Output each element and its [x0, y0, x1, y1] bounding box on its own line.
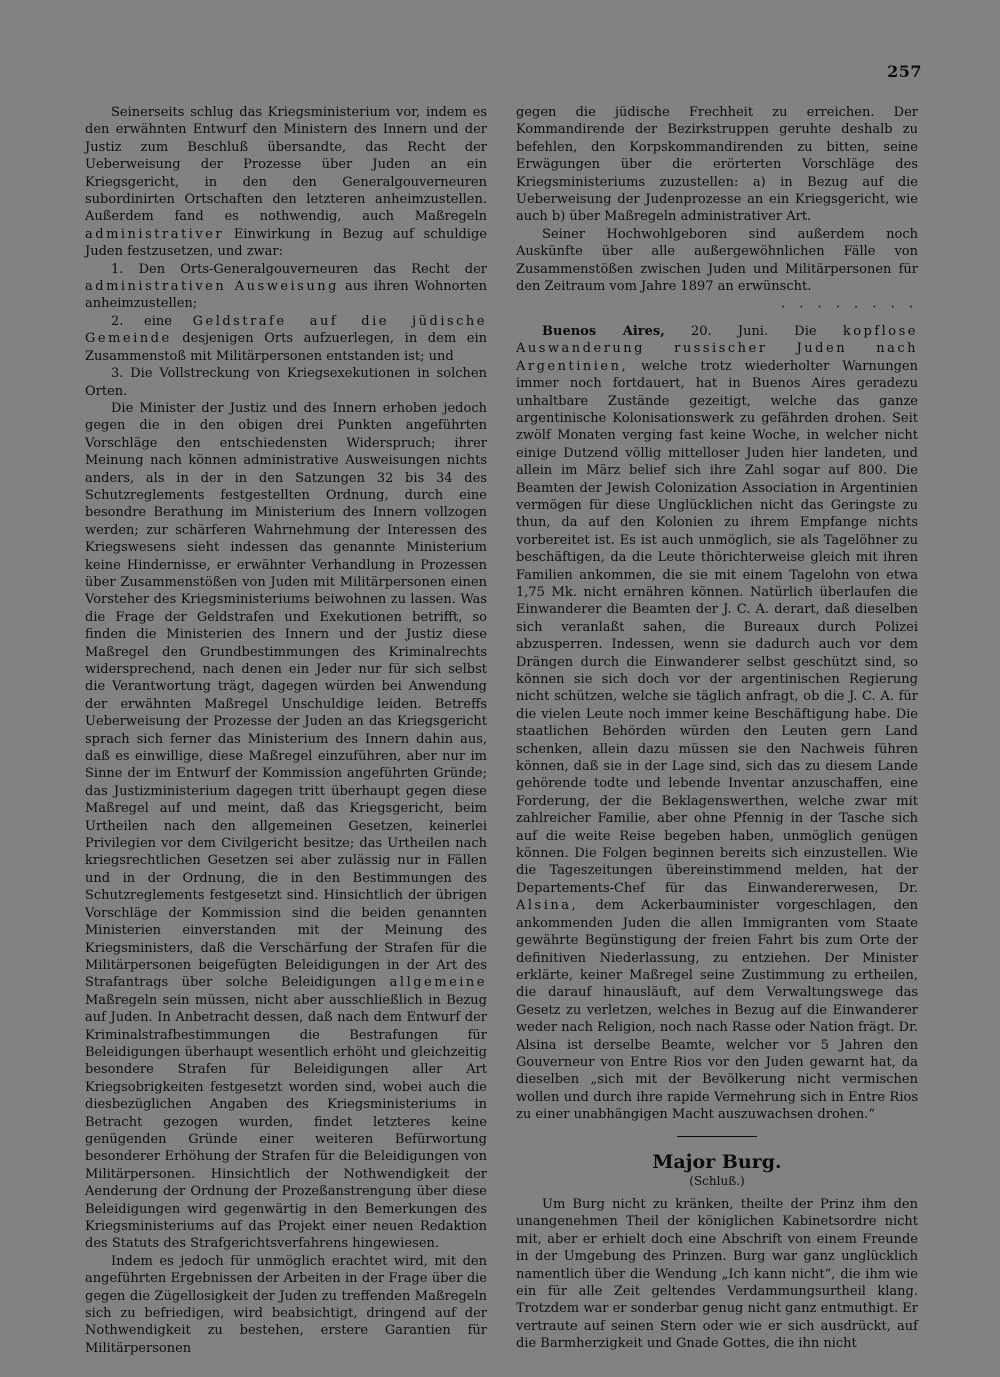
list-item: 1. Den Orts-Generalgouverneuren das Recht der administrativen Ausweisung aus ihren Wohnorten anheimzustellen;: [85, 261, 487, 312]
dateline-place: Buenos Aires,: [542, 323, 665, 339]
news-item-buenos-aires: Buenos Aires, 20. Juni. Die kopflose Auswanderung russischer Juden nach Argentinien, welche trotz wiederholter Warnungen immer noch fortdauert, hat in Buenos Aires geradezu unhaltbare Zustände gezeitigt, welche das ganze argentinische Kolonisationswerk zu gefährden drohen. Seit zwölf Monaten verging fast keine Woche, in welcher nicht einige Dutzend völlig mittelloser Juden hier landeten, und allein im März belief sich ihre Zahl sogar auf 800. Die Beamten der Jewish Colonization Association in Argentinien vermögen für diese Unglücklichen nicht das Geringste zu thun, da auf den Kolonien zu ihrem Empfange nichts vorbereitet ist. Es ist auch unmöglich, sie als Tagelöhner zu beschäftigen, da die Leute thörichterweise gleich mit ihren Familien ankommen, die sie mit einem Tagelohn von etwa 1,75 Mk. nicht ernähren können. Natürlich überlaufen die Einwanderer die Beamten der J. C. A. derart, daß dieselben sich veranlaßt sahen, die Bureaux durch Polizei abzusperren. Indessen, wenn sie dadurch auch vor dem Drängen durch die Einwanderer selbst geschützt sind, so können sie sich doch vor der argentinischen Regierung nicht schützen, welche sie täglich anfragt, ob die J. C. A. für die vielen Leute noch immer keine Beschäftigung habe. Die staatlichen Behörden würden den Leuten gern Land schenken, allein dazu müssen sie den Nachweis führen können, daß sie in der Lage sind, sich das zu diesem Lande gehörende todte und lebende Inventar anzuschaffen, eine Forderung, der die Beklagenswerthen, welche zwar mit zahlreicher Familie, aber ohne Pfennig in der Tasche sich auf die weite Reise begeben haben, unmöglich genügen können. Die Folgen beginnen bereits sich einzustellen. Wie die Tageszeitungen übereinstimmend melden, hat der Departements-Chef für das Einwandererwesen, Dr. Alsina, dem Ackerbauminister vorgeschlagen, den ankommenden Juden die allen Immigranten vom Staate gewährte Begünstigung der freien Fahrt bis zum Orte der definitiven Niederlassung, zu entziehen. Der Minister erklärte, keiner Maßregel seine Zustimmung zu ertheilen, die darauf hinausläuft, auf dem Verwaltungswege das Gesetz zu verletzen, welches in Bezug auf die Einwanderer weder nach Religion, noch nach Rasse oder Nation frägt. Dr. Alsina ist derselbe Beamte, welcher vor 5 Jahren den Gouverneur von Entre Rios vor den Juden gewarnt hat, da dieselben „sich mit der Bevölkerung nicht vermischen wollen und durch ihre rapide Vermehrung sich in Entre Rios zu einer unabhängigen Macht auszuwachsen drohen.“: [516, 323, 918, 1123]
separator-dots: · · · · · · · ·: [781, 300, 918, 316]
paragraph: Seinerseits schlug das Kriegsministerium vor, indem es den erwähnten Entwurf den Ministern des Innern und der Justiz zum Beschluß übersandte, das Recht der Ueberweisung der Prozesse über Juden an ein Kriegsgericht, in den den Generalgouverneuren subordinirten Ortschaften den letzteren anheimzustellen. Außerdem fand es nothwendig, auch Maßregeln administrativer Einwirkung in Bezug auf schuldige Juden festzusetzen, und zwar:: [85, 105, 487, 260]
paragraph: gegen die jüdische Frechheit zu erreichen. Der Kommandirende der Bezirkstruppen geruhte deshalb zu befehlen, den Korpskommandirenden zu bitten, seine Erwägungen über die erörterten Vorschläge des Kriegsministeriums zuzustellen: a) in Bezug auf die Ueberweisung der Judenprozesse an ein Kriegsgericht, wie auch b) über Maßregeln administrativer Art.: [516, 105, 918, 225]
right-column: [516, 104, 918, 1353]
list-item: 2. eine Geldstrafe auf die jüdische Gemeinde desjenigen Orts aufzuerlegen, in dem ein Zusammenstoß mit Militärpersonen entstanden ist; und: [85, 313, 487, 364]
paragraph: Um Burg nicht zu kränken, theilte der Prinz ihm den unangenehmen Theil der königlichen Kabinetsordre nicht mit, aber er erhielt doch eine Abschrift von einem Freunde in der Umgebung des Prinzen. Burg war ganz unglücklich namentlich über die Wendung „Ich kann nicht“, die ihm wie ein für alle Zeit geltendes Verdammungsurtheil klang. Trotzdem war er sonderbar genug nicht ganz entmuthigt. Er vertraute auf seinen Stern oder wie er sich ausdrückt, auf die Barmherzigkeit und Gnade Gottes, die ihn nicht: [516, 1196, 918, 1352]
left-column: [85, 104, 487, 1357]
page-number: 257: [887, 62, 922, 81]
section-subtitle: (Schluß.): [689, 1173, 745, 1188]
paragraph: Seiner Hochwohlgeboren sind außerdem noch Auskünfte über alle außergewöhnlichen Fälle von Zusammenstößen zwischen Juden und Militärpersonen für den Zeitraum vom Jahre 1897 an erwünscht.: [516, 226, 918, 295]
list-item: 3. Die Vollstreckung von Kriegsexekutionen in solchen Orten.: [85, 366, 487, 399]
section-title: Major Burg.: [652, 1150, 782, 1173]
paragraph: Indem es jedoch für unmöglich erachtet wird, mit den angeführten Ergebnissen der Arbeiten in der Frage über die gegen die Zügellosigkeit der Juden zu treffenden Maßregeln sich zu befriedigen, wird beabsichtigt, dringend auf der Nothwendigkeit zu bestehen, erstere Garantien für Militärpersonen: [85, 1253, 487, 1356]
paragraph: Die Minister der Justiz und des Innern erhoben jedoch gegen die in den obigen drei Punkten angeführten Vorschläge den entschiedensten Widerspruch; ihrer Meinung nach können administrative Ausweisungen nichts anders, als in der in den Satzungen 32 bis 34 des Schutzreglements festgestellten Ordnung, durch eine besondre Berathung im Ministerium des Innern vollzogen werden; zur schärferen Wahrnehmung der Interessen des Kriegswesens sieht indessen das genannte Ministerium keine Hindernisse, er erwähnter Verhandlung in Prozessen über Zusammenstößen von Juden mit Militärpersonen einen Vorsteher des Kriegsministeriums beiwohnen zu lassen. Was die Frage der Geldstrafen und Exekutionen betrifft, so finden die Ministerien des Innern und der Justiz diese Maßregel den Grundbestimmungen des Kriminalrechts widersprechend, nach denen ein Jeder nur für sich selbst die Verantwortung trägt, dagegen würden bei Anwendung der erwähnten Maßregel Unschuldige leiden. Betreffs Ueberweisung der Prozesse der Juden an das Kriegsgericht sprach sich ferner das Ministerium des Innern dahin aus, daß es einwillige, diese Maßregel einzuführen, aber nur im Sinne der im Entwurf der Kommission angeführten Gründe; das Justizministerium dagegen tritt überhaupt gegen diese Maßregel auf und meint, daß das Kriegsgericht, beim Urtheilen nach den allgemeinen Gesetzen, keinerlei Privilegien vor dem Civilgericht besitze; das Urtheilen nach kriegsrechtlichen Gesetzen sei aber zulässig nur in Fällen und in der Ordnung, die in den Bestimmungen des Schutzreglements festgesetzt sind. Hinsichtlich der übrigen Vorschläge der Kommission sind die beiden genannten Ministerien einverstanden mit der Meinung des Kriegsministers, daß die Verschärfung der Strafen für die Militärpersonen beigefügten Beleidigungen in der Art des Strafantrags über solche Beleidigungen allgemeine Maßregeln sein müssen, nicht aber ausschließlich in Bezug auf Juden. In Anbetracht dessen, daß nach dem Entwurf der Kriminalstrafbestimmungen die Bestrafungen für Beleidigungen überhaupt wesentlich erhöht und gleichzeitig besondere Strafen für Beleidigungen aller Art Kriegsobrigkeiten festgesetzt worden sind, wobei auch die diesbezüglichen Angaben des Kriegsministeriums in Betracht gezogen wurden, findet letzteres keine genügenden Gründe einer weiteren Befürwortung besonderer Erhöhung der Strafen für die Beleidigungen von Militärpersonen. Hinsichtlich der Nothwendigkeit der Aenderung der Ordnung der Prozeßanstrengung über diese Beleidigungen wird gegenwärtig in den Bemerkungen des Kriegsministeriums auf das Projekt einer neuen Redaktion des Statuts des Strafgerichtsverfahrens hingewiesen.: [85, 400, 487, 1252]
divider: [677, 1136, 757, 1137]
